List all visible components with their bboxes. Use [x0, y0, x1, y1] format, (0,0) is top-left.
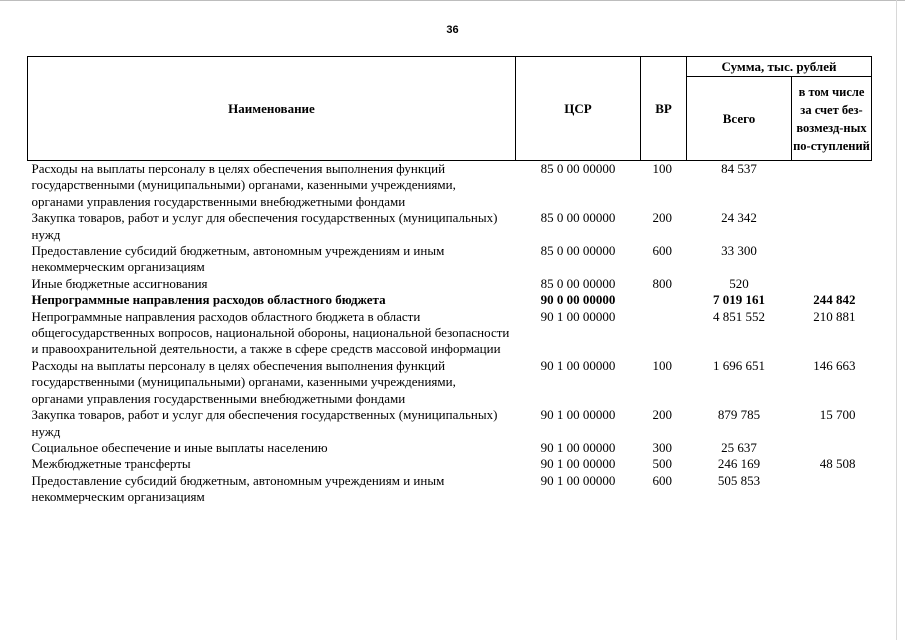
row-name-cell: Непрограммные направления расходов областного бюджета	[31, 292, 386, 308]
row-total-cell: 7 019 161	[713, 292, 765, 308]
row-total-cell: 33 300	[721, 243, 757, 259]
row-vr-cell: 600	[652, 243, 672, 259]
table-body	[28, 161, 872, 506]
table-row	[28, 456, 872, 472]
table-row	[28, 276, 872, 292]
row-total-cell: 25 637	[721, 439, 757, 455]
row-total-cell: 520	[729, 275, 749, 291]
row-name-cell: Расходы на выплаты персоналу в целях обеспечения выполнения функций государственными (муниципальными) органами, казенными учреждениями, органами управления государственными внебюджетными фондами	[31, 161, 456, 209]
row-csr-cell: 90 0 00 00000	[540, 292, 616, 308]
row-total-cell: 24 342	[721, 210, 757, 226]
row-name-cell: Непрограммные направления расходов областного бюджета в области общегосударственных вопросов, национальной обороны, национальной безопасности и правоохранительной деятельности, а также в сфере средств массовой информации	[31, 308, 510, 357]
row-total-cell: 879 785	[717, 407, 761, 423]
header-name: Наименование	[28, 57, 516, 161]
row-vr-cell: 200	[652, 210, 672, 226]
row-extra-cell: 210 881	[813, 308, 856, 324]
row-vr-cell: 800	[652, 275, 672, 291]
header-total: Всего	[687, 77, 792, 161]
table-row	[28, 161, 872, 211]
row-extra-cell	[792, 210, 872, 243]
table-row	[28, 243, 872, 276]
header-vr: ВР	[641, 57, 687, 161]
row-vr-cell: 300	[652, 439, 672, 455]
row-extra-cell	[792, 243, 872, 276]
row-csr-cell: 85 0 00 00000	[540, 161, 616, 176]
header-csr: ЦСР	[516, 57, 641, 161]
page-number: 36	[446, 24, 459, 36]
row-extra-cell	[792, 473, 872, 506]
row-name-cell: Предоставление субсидий бюджетным, автономным учреждениям и иным некоммерческим организациям	[31, 243, 445, 275]
table-row	[28, 407, 872, 440]
row-csr-cell: 90 1 00 00000	[540, 308, 616, 324]
page-right-edge	[896, 0, 897, 640]
row-extra-cell	[792, 161, 872, 211]
row-extra-cell: 15 700	[819, 407, 856, 423]
row-extra-cell: 244 842	[813, 292, 856, 308]
row-csr-cell: 90 1 00 00000	[540, 472, 616, 488]
row-csr-cell: 90 1 00 00000	[540, 439, 616, 455]
header-extra: в том числе за счет без-возмезд-ных по-ступлений	[792, 77, 872, 161]
row-extra-cell	[792, 276, 872, 292]
table-row	[28, 358, 872, 407]
row-csr-cell: 90 1 00 00000	[540, 456, 616, 472]
row-csr-cell: 90 1 00 00000	[540, 357, 616, 373]
row-name-cell: Социальное обеспечение и иные выплаты населению	[31, 439, 328, 455]
budget-table	[27, 56, 872, 506]
row-extra-cell: 146 663	[813, 357, 856, 373]
table-header	[28, 57, 872, 161]
row-name-cell: Расходы на выплаты персоналу в целях обеспечения выполнения функций государственными (муниципальными) органами, казенными учреждениями, органами управления государственными внебюджетными фондами	[31, 357, 456, 406]
row-total-cell: 246 169	[717, 456, 761, 472]
table-row	[28, 210, 872, 243]
table-row	[28, 309, 872, 358]
row-name-cell: Иные бюджетные ассигнования	[31, 275, 208, 291]
row-name-cell: Предоставление субсидий бюджетным, автономным учреждениям и иным некоммерческим организациям	[31, 472, 445, 505]
row-vr-cell	[641, 292, 687, 308]
row-name-cell: Закупка товаров, работ и услуг для обеспечения государственных (муниципальных) нужд	[31, 210, 498, 242]
row-extra-cell	[792, 440, 872, 456]
row-vr-cell: 500	[652, 456, 672, 472]
table-row	[28, 473, 872, 506]
row-vr-cell: 100	[652, 161, 672, 176]
row-csr-cell: 85 0 00 00000	[540, 243, 616, 259]
row-vr-cell: 100	[652, 357, 672, 373]
row-csr-cell: 85 0 00 00000	[540, 210, 616, 226]
row-csr-cell: 85 0 00 00000	[540, 275, 616, 291]
row-name-cell: Закупка товаров, работ и услуг для обеспечения государственных (муниципальных) нужд	[31, 407, 498, 439]
row-extra-cell: 48 508	[819, 456, 856, 472]
row-total-cell: 84 537	[721, 161, 757, 176]
row-vr-cell: 200	[652, 407, 672, 423]
row-vr-cell	[641, 309, 687, 358]
row-vr-cell: 600	[652, 472, 672, 488]
row-total-cell: 4 851 552	[713, 308, 765, 324]
row-total-cell: 1 696 651	[713, 357, 765, 373]
header-sum-group: Сумма, тыс. рублей	[687, 57, 872, 77]
row-csr-cell: 90 1 00 00000	[540, 407, 616, 423]
row-total-cell: 505 853	[717, 472, 761, 488]
page-top-edge	[0, 0, 905, 1]
table-row	[28, 440, 872, 456]
table-row	[28, 292, 872, 308]
row-name-cell: Межбюджетные трансферты	[31, 456, 191, 472]
